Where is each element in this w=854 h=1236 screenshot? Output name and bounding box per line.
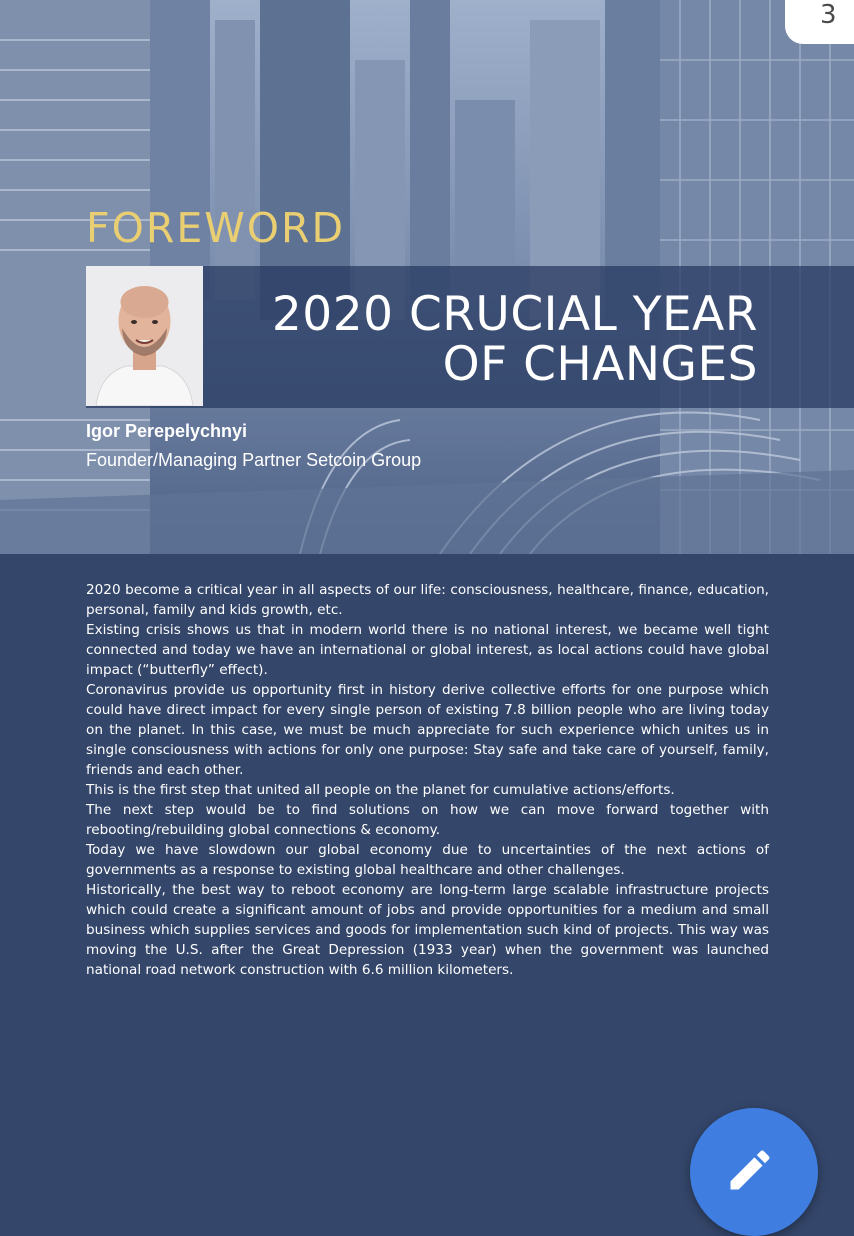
page-number: 3 <box>820 0 837 30</box>
headline <box>271 287 758 392</box>
body-paragraph: 2020 become a critical year in all aspects of our life: consciousness, healthcare, finance, education, personal, family and kids growth, etc. <box>86 582 769 618</box>
body-paragraph: The next step would be to find solutions on how we can move forward together with rebooting/rebuilding global connections & economy. <box>86 802 769 838</box>
section-label: FOREWORD <box>86 204 346 252</box>
body-paragraph: This is the first step that united all people on the planet for cumulative actions/efforts. <box>86 782 675 798</box>
body-paragraph: Historically, the best way to reboot economy are long-term large scalable infrastructure projects which could create a significant amount of jobs and provide opportunities for a medium and small business which supplies services and goods for implementation such kind of projects. This way was moving the U.S. after the Great Depression (1933 year) when the government was launched national road network construction with 6.6 million kilometers. <box>86 882 769 978</box>
author-photo <box>86 266 203 406</box>
body-paragraph: Coronavirus provide us opportunity first in history derive collective efforts for one purpose which could have direct impact for every single person of existing 7.8 billion people who are living today on the planet. In this case, we must be much appreciate for such experience which unites us in single consciousness with actions for only one purpose: Stay safe and take care of yourself, family, friends and each other. <box>86 682 769 778</box>
foreword-body <box>86 580 769 980</box>
body-paragraph: Today we have slowdown our global economy due to uncertainties of the next actions of governments as a response to existing global healthcare and other challenges. <box>86 842 769 878</box>
author-name: Igor Perepelychnyi <box>86 421 248 441</box>
pencil-icon <box>724 1144 776 1196</box>
headline-line-2: OF CHANGES <box>442 337 758 392</box>
edit-button[interactable] <box>690 1108 818 1236</box>
author-title: Founder/Managing Partner Setcoin Group <box>86 450 422 470</box>
headline-line-1: 2020 CRUCIAL YEAR <box>271 287 758 342</box>
body-paragraph: Existing crisis shows us that in modern world there is no national interest, we became well tight connected and today we have an international or global interest, as local actions could have global impact (“butterfly” effect). <box>86 622 769 678</box>
